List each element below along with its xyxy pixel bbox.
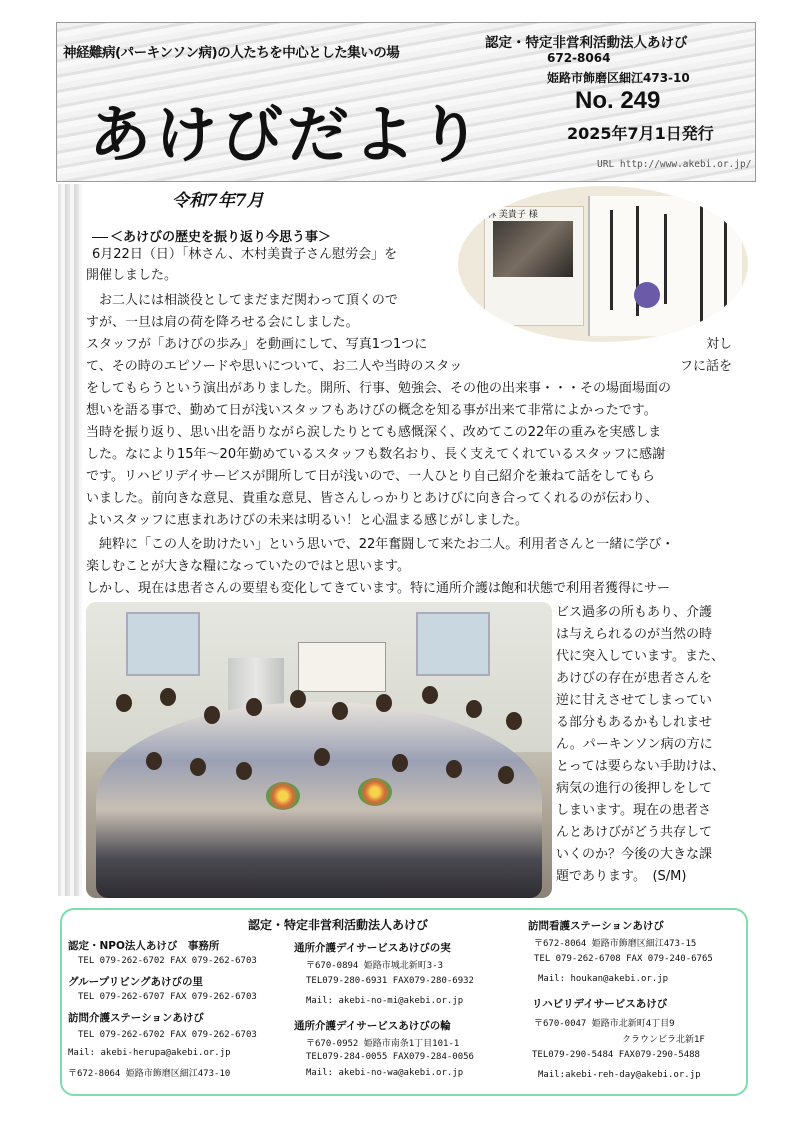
article-line: しかし、現在は患者さんの要望も変化してきています。特に通所介護は飽和状態で利用者獲得にサー [86, 581, 670, 596]
contact-footer [60, 908, 748, 1096]
article-line: です。リハビリデイサービスが開所して日が浅いので、一人ひとり自己紹介を兼ねて話をしてもら [86, 469, 655, 484]
person-head [446, 760, 462, 778]
newsletter-title: あけびだより [89, 98, 486, 171]
person-head [236, 762, 252, 780]
person-head [290, 690, 306, 708]
article-line: 想いを語る事で、勤めて日が浅いスタッフもあけびの概念を知る事が出来て非常によかったです。 [86, 403, 657, 418]
article-line: した。なにより15年～20年勤めているスタッフも数名おり、長く支えてくれているスタッフに感謝 [86, 447, 666, 462]
side-line: んとあけびがどう共存して [556, 825, 713, 840]
office-address: 〒672-8064 姫路市飾磨区細江473-15 [534, 939, 697, 949]
article-line: て、その時のエピソードや思いについて、お二人や当時のスタッ [86, 359, 463, 374]
office-phone: TEL 079-262-6702 FAX 079-262-6703 [78, 1030, 257, 1040]
office-address: 〒670-0952 姫路市南条1丁目101-1 [306, 1039, 460, 1049]
office-name: グループリビングあけびの里 [68, 976, 204, 988]
person-head [376, 694, 392, 712]
office-email[interactable]: Mail: akebi-no-mi@akebi.or.jp [306, 996, 464, 1006]
photo-card-label: 林 美貴子 様 [487, 210, 538, 220]
footer-title: 認定・特定非営利活動法人あけび [248, 918, 429, 932]
article-line: スタッフが「あけびの歩み」を動画にして、写真1つ1つに [86, 337, 428, 352]
calligraphy-paper [588, 196, 742, 336]
office-email[interactable]: Mail:akebi-reh-day@akebi.or.jp [538, 1070, 701, 1080]
brush-stroke [724, 208, 727, 308]
office-email[interactable]: Mail: akebi-no-wa@akebi.or.jp [306, 1068, 464, 1078]
person-head [498, 766, 514, 784]
person-head [506, 712, 522, 730]
flower-bouquet [266, 782, 300, 810]
article-line: 純粋に「この人を助けたい」という思いで、22年奮闘して来たお二人。利用者さんと一緒に学び・ [86, 537, 675, 552]
organization-name: 認定・特定非営利活動法人あけび [485, 35, 688, 51]
photo-window [416, 612, 490, 676]
photo-banner [298, 642, 386, 692]
office-address: 〒672-8064 姫路市飾磨区細江473-10 [68, 1069, 231, 1079]
award-photo [458, 186, 748, 342]
side-line: 病気の進行の後押しをして [556, 781, 713, 796]
article-line-tail: フに話を [680, 359, 733, 374]
postal-code: 672-8064 [547, 51, 611, 65]
article-heading [92, 226, 331, 245]
office-phone: TEL 079-262-6708 FAX 079-240-6765 [534, 954, 713, 964]
office-name: 認定・NPO法人あけび 事務所 [68, 940, 220, 952]
office-name: 通所介護デイサービスあけびの輪 [294, 1020, 451, 1032]
article-month: 令和7年7月 [172, 191, 264, 211]
photo-crowd [96, 702, 542, 898]
left-decorative-strip [58, 184, 82, 896]
side-line: 代に突入しています。また、 [556, 649, 724, 664]
person-head [116, 694, 132, 712]
photo-window [126, 612, 200, 676]
article-line: 当時を振り返り、思い出を語りながら涙したりとても感慨深く、改めてこの22年の重みを実感しま [86, 425, 662, 440]
side-line: る部分もあるかもしれませ [556, 715, 713, 730]
portrait-image [493, 221, 573, 277]
group-photo [86, 602, 552, 898]
person-head [422, 686, 438, 704]
brush-stroke [664, 214, 667, 304]
article-line: 開催しました。 [86, 268, 178, 283]
office-name: リハビリデイサービスあけび [532, 998, 668, 1010]
side-line: ビス過多の所もあり、介護 [556, 605, 713, 620]
heading-rule [92, 237, 108, 238]
person-head [466, 700, 482, 718]
person-head [332, 702, 348, 720]
side-line: 逆に甘えさせてしまってい [556, 693, 713, 708]
office-name: 訪問看護ステーションあけび [528, 920, 664, 932]
office-name: 通所介護デイサービスあけびの実 [294, 942, 451, 954]
office-address: 〒670-0047 姫路市北新町4丁目9 [534, 1019, 675, 1029]
brush-stroke [610, 210, 613, 310]
office-email[interactable]: Mail: akebi-herupa@akebi.or.jp [68, 1048, 231, 1058]
article-line-tail: 対し [706, 337, 733, 352]
photo-card [484, 206, 584, 326]
website-url[interactable]: URL http://www.akebi.or.jp/ [597, 159, 752, 170]
office-address: 〒670-0894 姫路市城北新町3-3 [306, 961, 444, 971]
article-line: をしてもらうという演出がありました。開所、行事、勉強会、その他の出来事・・・その場面場面の [86, 381, 672, 396]
office-phone: TEL079-284-0055 FAX079-284-0056 [306, 1052, 474, 1062]
person-head [146, 752, 162, 770]
article-line: すが、一旦は肩の荷を降ろせる会にしました。 [86, 315, 359, 330]
office-address-building: クラウンビラ北新1F [622, 1035, 705, 1045]
article-line: 6月22日（日）「林さん、木村美貴子さん慰労会」を [92, 247, 398, 262]
article-line: お二人には相談役としてまだまだ関わって頂くので [86, 293, 398, 308]
person-head [204, 706, 220, 724]
office-phone: TEL079-290-5484 FAX079-290-5488 [532, 1050, 700, 1060]
person-head [190, 758, 206, 776]
side-line: 題であります。 (S/M) [556, 869, 687, 884]
person-head [160, 688, 176, 706]
office-name: 訪問介護ステーションあけび [68, 1012, 204, 1024]
person-head [314, 748, 330, 766]
article-line: 楽しむことが大きな糧になっていたのではと思います。 [86, 559, 410, 574]
office-phone: TEL 079-262-6707 FAX 079-262-6703 [78, 992, 257, 1002]
masthead-tagline: 神経難病(パーキンソン病)の人たちを中心とした集いの場 [63, 45, 400, 61]
article-line: よいスタッフに恵まれあけびの未来は明るい！と心温まる感じがしました。 [86, 513, 529, 528]
flower-bouquet [358, 778, 392, 806]
office-email[interactable]: Mail: houkan@akebi.or.jp [538, 974, 669, 984]
side-line: とっては要らない手助けは、 [556, 759, 725, 774]
issue-number: No. 249 [575, 87, 661, 114]
article-line: いました。前向きな意見、貴重な意見、皆さんしっかりとあけびに向き合ってくれるのが伝わり、 [86, 491, 659, 506]
side-line: ん。パーキンソン病の方に [556, 737, 713, 752]
article-heading-text: ＜あけびの歴史を振り返り今思う事＞ [110, 230, 332, 245]
organization-address: 姫路市飾磨区細江473-10 [547, 71, 690, 85]
office-phone: TEL 079-262-6702 FAX 079-262-6703 [78, 956, 257, 966]
issue-date: 2025年7月1日発行 [567, 124, 714, 143]
side-line: は与えられるのが当然の時 [556, 627, 713, 642]
office-phone: TEL079-280-6931 FAX079-280-6932 [306, 976, 474, 986]
side-line: あけびの存在が患者さんを [556, 671, 713, 686]
masthead [56, 22, 756, 182]
flower-illustration [634, 282, 660, 308]
person-head [392, 754, 408, 772]
side-line: いくのか？今後の大きな課 [556, 847, 713, 862]
brush-stroke [700, 204, 703, 324]
side-line: しまいます。現在の患者さ [556, 803, 711, 818]
person-head [246, 698, 262, 716]
